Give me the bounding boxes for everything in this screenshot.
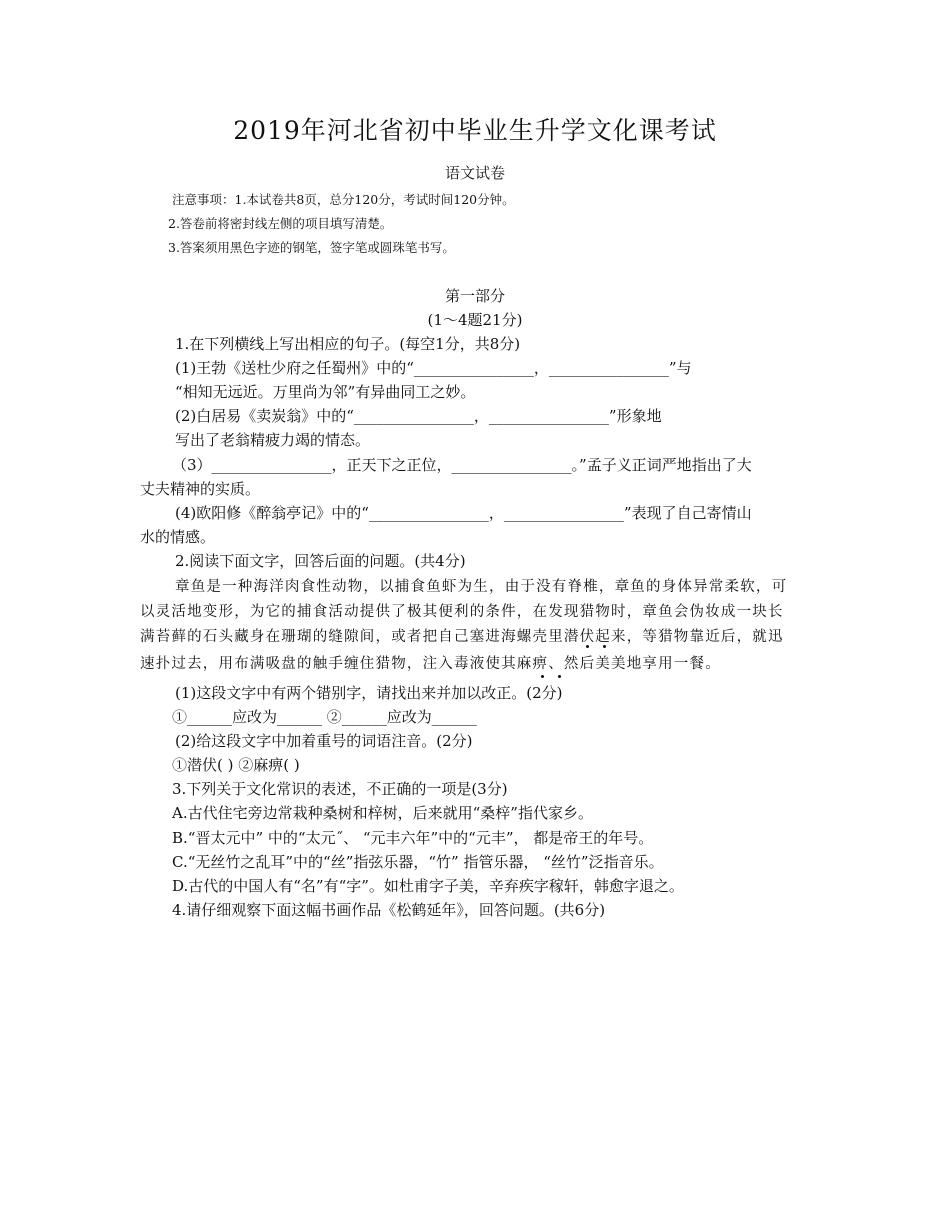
- q3-option-c: C.“无丝竹之乱耳”中的“丝”指弦乐器，“竹” 指管乐器， “丝竹”泛指音乐。: [172, 853, 664, 871]
- q3-option-b: B.“晋太元中” 中的“太元˝、 “元丰六年”中的“元丰”， 都是帝王的年号。: [172, 829, 654, 847]
- exam-subtitle: 语文试卷: [444, 164, 505, 182]
- q1-line-6: 丈夫精神的实质。: [140, 480, 261, 498]
- q2-passage-line-4: 速扑过去，用布满吸盘的触手缠住猎物，注入毒液使其麻痹、然后美美地享用一餐。: [140, 656, 721, 672]
- q1-line-4: 写出了老翁精疲力竭的情态。: [175, 431, 371, 449]
- q3-option-a: A.古代住宅旁边常栽种桑树和梓树，后来就用“桑梓”指代家乡。: [172, 804, 593, 822]
- q2-stem: 2.阅读下面文字，回答后面的问题。(共4分): [175, 552, 466, 570]
- note-2: 2.答卷前将密封线左侧的项目填写清楚。: [168, 216, 393, 231]
- q3-stem: 3.下列关于文化常识的表述，不正确的一项是(3分): [172, 780, 508, 798]
- q3-option-d: D.古代的中国人有“名”有“字”。如杜甫字子美，辛弃疾字稼轩，韩愈字退之。: [172, 877, 684, 895]
- emphasis-dot: [603, 645, 606, 648]
- emphasis-dot: [558, 675, 561, 678]
- emphasis-dot: [541, 675, 544, 678]
- q2-sub2: (2)给这段文字中加着重号的词语注音。(2分): [175, 732, 473, 750]
- part-range: (1～4题21分): [427, 311, 523, 329]
- q2-sub1-answer: ①______应改为______ ②______应改为______: [172, 708, 477, 726]
- q2-sub2-answer: ①潜伏( ) ②麻痹( ): [172, 756, 300, 774]
- q1-line-7: (4)欧阳修《醉翁亭记》中的“________________，________________”表现了自己寄情山: [175, 504, 752, 522]
- emphasis-dot: [586, 645, 589, 648]
- q1-stem: 1.在下列横线上写出相应的句子。(每空1分，共8分): [175, 335, 521, 353]
- note-3: 3.答案须用黑色字迹的钢笔，签字笔或圆珠笔书写。: [168, 240, 455, 255]
- q1-line-1: (1)王勃《送杜少府之任蜀州》中的“________________，________________”与: [175, 359, 692, 377]
- exam-title: 2019年河北省初中毕业生升学文化课考试: [233, 116, 717, 145]
- q2-passage-line-2: 以灵活地变形，为它的捕食活动提供了极其便利的条件，在发现猎物时，章鱼会伪妆成一块长: [140, 604, 784, 620]
- q2-sub1: (1)这段文字中有两个错别字，请找出来并加以改正。(2分): [175, 684, 563, 702]
- q1-line-3: (2)白居易《卖炭翁》中的“________________，________________”形象地: [175, 407, 662, 425]
- q2-passage-line-1: 章鱼是一种海洋肉食性动物，以捕食鱼虾为生，由于没有脊椎，章鱼的身体异常柔软，可: [175, 579, 788, 595]
- q1-line-8: 水的情感。: [140, 528, 216, 546]
- part-heading: 第一部分: [444, 287, 505, 305]
- q4-stem: 4.请仔细观察下面这幅书画作品《松鹤延年》，回答问题。(共6分): [172, 901, 606, 919]
- q1-line-2: “相知无远近。万里尚为邻”有异曲同工之妙。: [175, 383, 476, 401]
- q1-line-5: （3）________________，正天下之正位，________________。”孟子义正词严地指出了大: [172, 456, 752, 474]
- note-1: 注意事项：1.本试卷共8页，总分120分，考试时间120分钟。: [172, 192, 515, 207]
- q2-passage-line-3: 满苔藓的石头藏身在珊瑚的缝隙间，或者把自己塞进海螺壳里潜伏起来，等猎物靠近后，就迅: [140, 629, 784, 645]
